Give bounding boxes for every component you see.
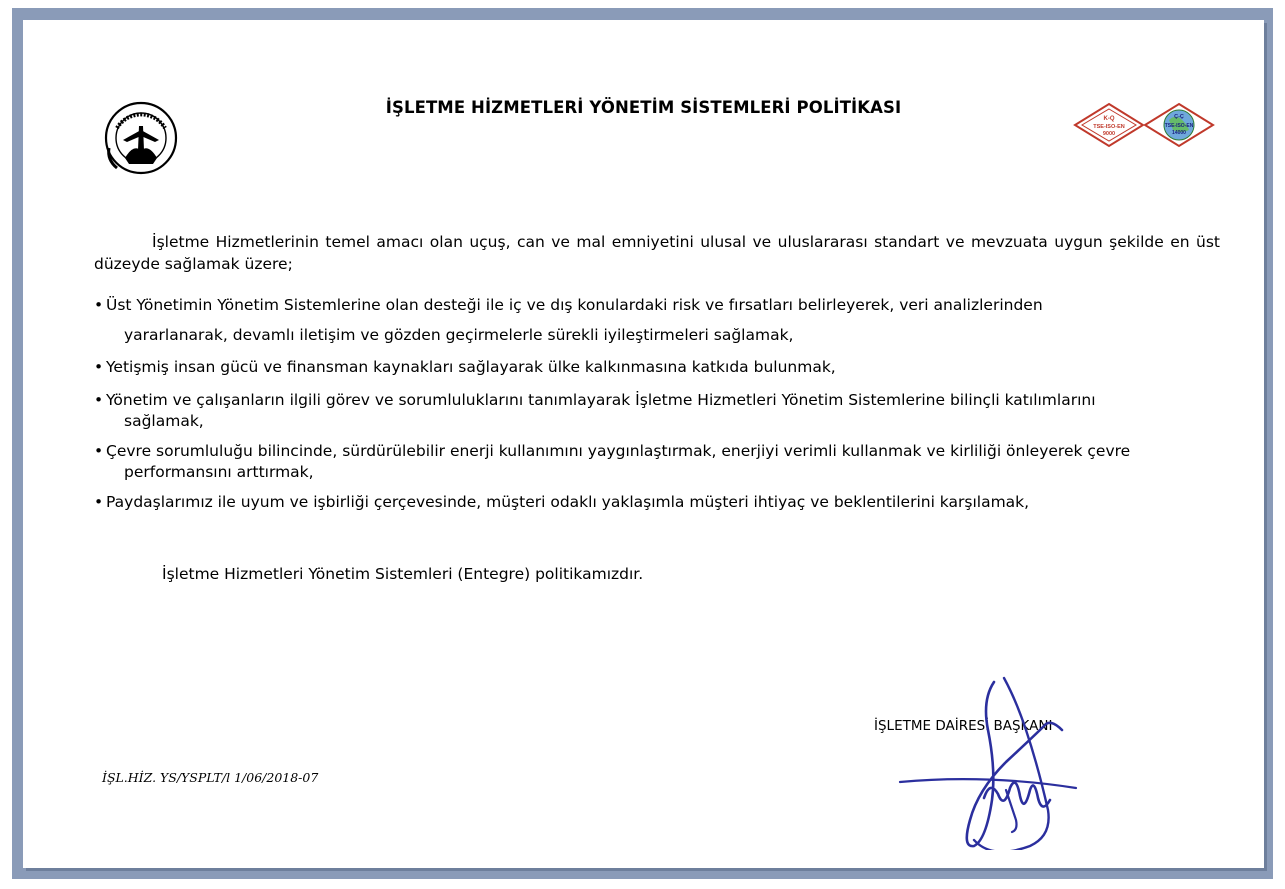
document-page (23, 20, 1264, 868)
bullet-dot: • (94, 493, 104, 511)
document-frame (12, 8, 1273, 879)
svg-text:9000: 9000 (1102, 131, 1116, 137)
bullet-text: Üst Yönetimin Yönetim Sistemlerine olan desteği ile iç ve dış konulardaki risk ve fırsatları belirleyerek, veri analizlerinden (106, 296, 1043, 314)
handwritten-signature-icon (866, 670, 1096, 850)
policy-bullet (94, 492, 1204, 513)
bullet-text: Yönetim ve çalışanların ilgili görev ve sorumluluklarını tanımlayarak İşletme Hizmetleri Yönetim Sistemlerine bilinçli katılımlarını (106, 391, 1096, 409)
signatory-title: İŞLETME DAİRESİ BAŞKANI (874, 718, 1053, 734)
policy-bullet (94, 357, 1204, 378)
policy-bullet (94, 390, 1204, 432)
bullet-dot: • (94, 296, 104, 314)
bullet-dot: • (94, 391, 104, 409)
intro-paragraph: İşletme Hizmetlerinin temel amacı olan uçuş, can ve mal emniyetini ulusal ve uluslararası standart ve mevzuata uygun şekilde en üst düzeyde sağlamak üzere; (94, 233, 1220, 273)
document-title: İŞLETME HİZMETLERİ YÖNETİM SİSTEMLERİ POLİTİKASI (385, 98, 902, 117)
tse-iso-en-9000-mark-icon (1073, 102, 1145, 148)
policy-bullet (94, 441, 1204, 483)
tse-iso-en-14000-mark-icon (1143, 102, 1215, 148)
bullet-text: Paydaşlarımız ile uyum ve işbirliği çerçevesinde, müşteri odaklı yaklaşımla müşteri ihtiyaç ve beklentilerini karşılamak, (106, 493, 1030, 511)
svg-text:K-Q: K-Q (1103, 116, 1115, 122)
bullet-text: Yetişmiş insan gücü ve finansman kaynakları sağlayarak ülke kalkınmasına katkıda bulunmak, (106, 358, 836, 376)
bullet-dot: • (94, 358, 104, 376)
svg-text:TSE-ISO-EN: TSE-ISO-EN (1093, 124, 1125, 130)
svg-text:Ç-Ç: Ç-Ç (1174, 114, 1184, 120)
bullet-text-continued: yararlanarak, devamlı iletişim ve gözden geçirmelerle sürekli iyileştirmeleri sağlamak, (124, 326, 794, 344)
bullet-dot: • (94, 442, 104, 460)
bullet-text: Çevre sorumluluğu bilincinde, sürdürülebilir enerji kullanımını yaygınlaştırmak, enerjiyi verimli kullanmak ve kirliliği önleyerek çevre (106, 442, 1131, 460)
document-reference-code: İŞL.HİZ. YS/YSPLT/l 1/06/2018-07 (102, 770, 319, 785)
bullet-text-continued: performansını arttırmak, (124, 463, 314, 481)
bullet-text-continued: sağlamak, (124, 412, 204, 430)
policy-bullet (94, 295, 1204, 346)
closing-statement: İşletme Hizmetleri Yönetim Sistemleri (Entegre) politikamızdır. (162, 565, 644, 583)
svg-text:TSE-ISO-EN: TSE-ISO-EN (1164, 123, 1194, 129)
svg-text:14000: 14000 (1172, 130, 1186, 136)
